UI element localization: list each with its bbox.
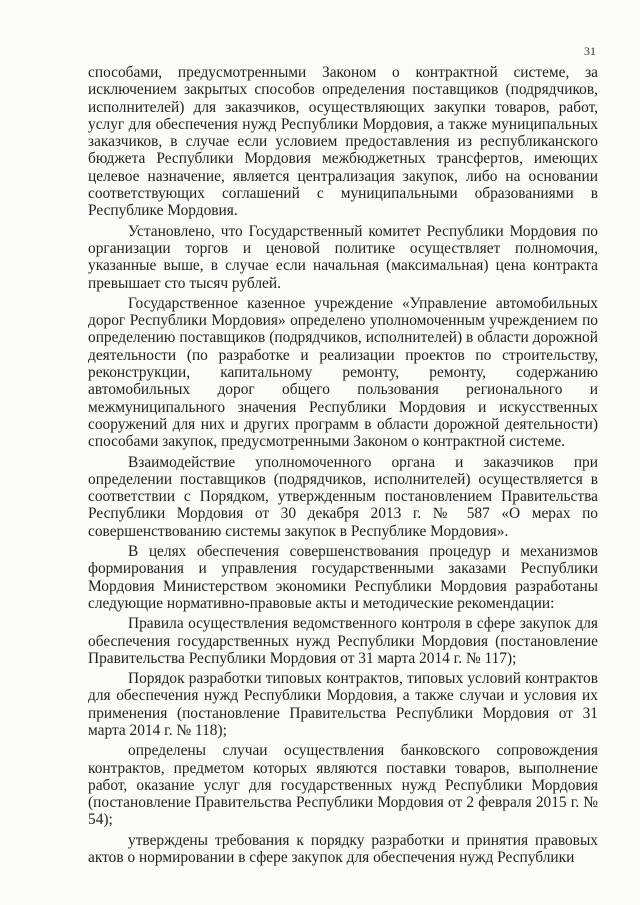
paragraph-continuation: способами, предусмотренными Законом о контрактной системе, за исключением закрытых способов определения поставщиков (подрядчиков, исполнителей) для заказчиков, осуществляющих закупки товаров, работ, услуг для обеспечения нужд Республики Мордовия, а также муниципальных заказчиков, в случае если условием предоставления из республиканского бюджета Республики Мордовия межбюджетных трансфертов, имеющих целевое назначение, является централизация закупок, либо на основании соответствующих соглашений с муниципальными образованиями в Республике Мордовия. xyxy=(88,64,598,220)
document-body xyxy=(88,64,598,869)
paragraph-typical-contracts: Порядок разработки типовых контрактов, типовых условий контрактов для обеспечения нужд Республики Мордовия, а также случаи и условия их применения (постановление Правительства Республики Мордовия от 31 марта 2014 г. № 118); xyxy=(88,670,598,739)
paragraph-acts-intro: В целях обеспечения совершенствования процедур и механизмов формирования и управления государственными заказами Республики Мордовия Министерством экономики Республики Мордовия разработаны следующие нормативно-правовые акты и методические рекомендации: xyxy=(88,543,598,612)
paragraph-bank-support: определены случаи осуществления банковского сопровождения контрактов, предметом которых являются поставки товаров, выполнение работ, оказание услуг для государственных нужд Республики Мордовия (постановление Правительства Республики Мордовия от 2 февраля 2015 г. № 54); xyxy=(88,742,598,829)
paragraph-road-agency: Государственное казенное учреждение «Управление автомобильных дорог Республики Мордовия» определено уполномоченным учреждением по определению поставщиков (подрядчиков, исполнителей) в области дорожной деятельности (по разработке и реализации проектов по строительству, реконструкции, капитальному ремонту, ремонту, содержанию автомобильных дорог общего пользования регионального и межмуниципального значения Республики Мордовия и искусственных сооружений для них и других программ в области дорожной деятельности) способами закупок, предусмотренными Законом о контрактной системе. xyxy=(88,294,598,451)
paragraph-interaction-procedure: Взаимодействие уполномоченного органа и заказчиков при определении поставщиков (подрядчиков, исполнителей) осуществляется в соответствии с Порядком, утвержденным постановлением Правительства Республики Мордовия от 30 декабря 2013 г. № 587 «О мерах по совершенствованию системы закупок в Республике Мордовия». xyxy=(88,453,598,540)
paragraph-normalization-requirements: утверждены требования к порядку разработки и принятия правовых актов о нормировании в сфере закупок для обеспечения нужд Республики xyxy=(88,831,598,867)
paragraph-control-rules: Правила осуществления ведомственного контроля в сфере закупок для обеспечения государственных нужд Республики Мордовия (постановление Правительства Республики Мордовия от 31 марта 2014 г. № 117); xyxy=(88,615,598,667)
paragraph-committee-authority: Установлено, что Государственный комитет Республики Мордовия по организации торгов и ценовой политике осуществляет полномочия, указанные выше, в случае если начальная (максимальная) цена контракта превышает сто тысяч рублей. xyxy=(88,222,598,292)
page-number: 31 xyxy=(584,44,596,58)
